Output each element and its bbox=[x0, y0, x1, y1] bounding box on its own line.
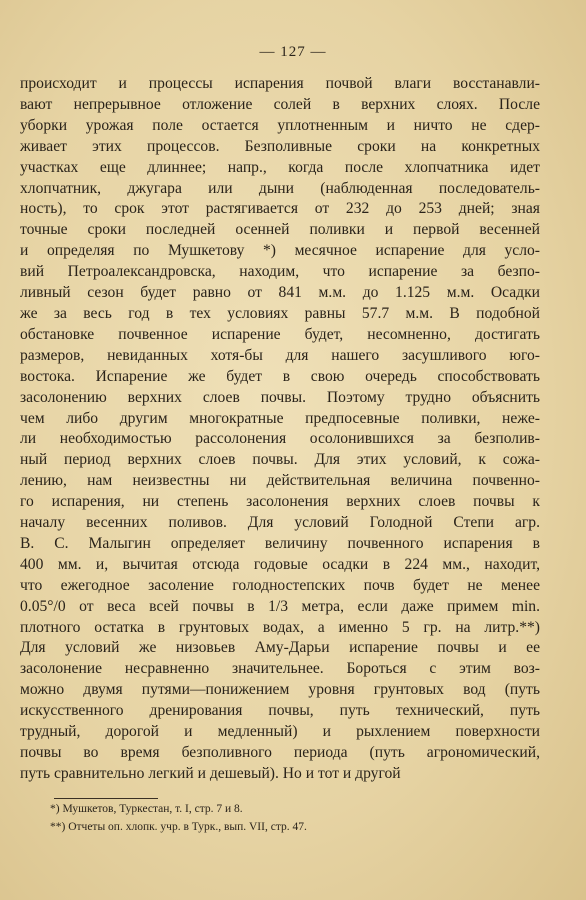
text-line: почвы во время безполивного периода (путь агрономический, bbox=[20, 744, 540, 761]
text-line: уборки урожая поле остается уплотненным и ничто не сдер- bbox=[20, 116, 540, 134]
text-line: искусственного дренирования почвы, путь технический, путь bbox=[20, 702, 540, 720]
text-line: же за весь год в тех условиях равны 57.7 м.м. В подобной bbox=[20, 304, 540, 322]
text-line: го испарения, ни степень засолонения верхних слоев почвы к bbox=[20, 493, 540, 511]
footnotes bbox=[50, 800, 540, 836]
text-line: 0.05°/0 от веса всей почвы в 1/3 метра, если даже примем min. bbox=[20, 597, 540, 615]
text-line: лению, нам неизвестны ни действительная величина почвенно- bbox=[20, 472, 540, 490]
text-line: участках еще длиннее; напр., когда после хлопчатника идет bbox=[20, 158, 540, 176]
text-line: ность), то срок этот растягивается от 232 до 253 дней; зная bbox=[20, 200, 540, 218]
page-number: — 127 — bbox=[259, 44, 327, 60]
text-line: плотного остатка в грунтовых водах, а именно 5 гр. на литр.**) bbox=[20, 618, 540, 636]
text-line: востока. Испарение же будет в свою очередь способствовать bbox=[20, 367, 540, 385]
text-line: В. С. Малыгин определяет величину почвенного испарения в bbox=[20, 534, 540, 552]
text-line: хлопчатник, джугара или дыни (наблюденная последователь- bbox=[20, 179, 540, 197]
text-line: чем либо другим многократные предпосевные поливки, неже- bbox=[20, 409, 540, 427]
footnote: *) Мушкетов, Туркестан, т. I, стр. 7 и 8. bbox=[50, 803, 243, 815]
text-line: живает этих процессов. Безполивные сроки на конкретных bbox=[20, 137, 540, 155]
text-line: засолонению верхних слоев почвы. Поэтому трудно объяснить bbox=[20, 388, 540, 406]
text-line: вают непрерывное отложение солей в верхних слоях. После bbox=[20, 95, 540, 113]
body-text bbox=[20, 74, 540, 785]
text-line: и определяя по Мушкетову *) месячное испарение для усло- bbox=[20, 242, 540, 260]
text-line: ный период верхних слоев почвы. Для этих условий, к сожа- bbox=[20, 451, 540, 469]
footnote: **) Отчеты оп. хлопк. учр. в Турк., вып. VII, стр. 47. bbox=[50, 821, 307, 833]
text-line: что ежегодное засоление голодностепских почв будет не менее bbox=[20, 576, 540, 594]
text-line: размеров, невиданных хотя-бы для нашего засушливого юго- bbox=[20, 346, 540, 364]
text-line: можно двумя путями—понижением уровня грунтовых вод (путь bbox=[20, 681, 540, 699]
text-line: точные сроки последней осенней поливки и первой весенней bbox=[20, 221, 540, 239]
text-line: началу весенних поливов. Для условий Голодной Степи агр. bbox=[20, 514, 540, 532]
text-line: путь сравнительно легкий и дешевый). Но и тот и другой bbox=[20, 764, 401, 782]
text-line: обстановке почвенное испарение будет, несомненно, достигать bbox=[20, 325, 540, 343]
text-line: 400 мм. и, вычитая отсюда годовые осадки в 224 мм., находит, bbox=[20, 555, 540, 573]
text-line: засолонение несравненно значительнее. Бороться с этим воз- bbox=[20, 660, 540, 678]
text-line: ли необходимостью рассолонения осолонившихся за безполив- bbox=[20, 430, 540, 448]
footnote-rule bbox=[54, 798, 158, 799]
text-line: ливный сезон будет равно от 841 м.м. до 1.125 м.м. Осадки bbox=[20, 284, 540, 302]
text-line: вий Петроалександровска, находим, что испарение за безпо- bbox=[20, 263, 540, 281]
text-line: трудный, дорогой и медленный) и рыхлением поверхности bbox=[20, 723, 540, 741]
text-line: Для условий же низовьев Аму-Дарьи испарение почвы и ее bbox=[20, 639, 540, 657]
text-line: происходит и процессы испарения почвой влаги восстанавли- bbox=[20, 75, 540, 92]
